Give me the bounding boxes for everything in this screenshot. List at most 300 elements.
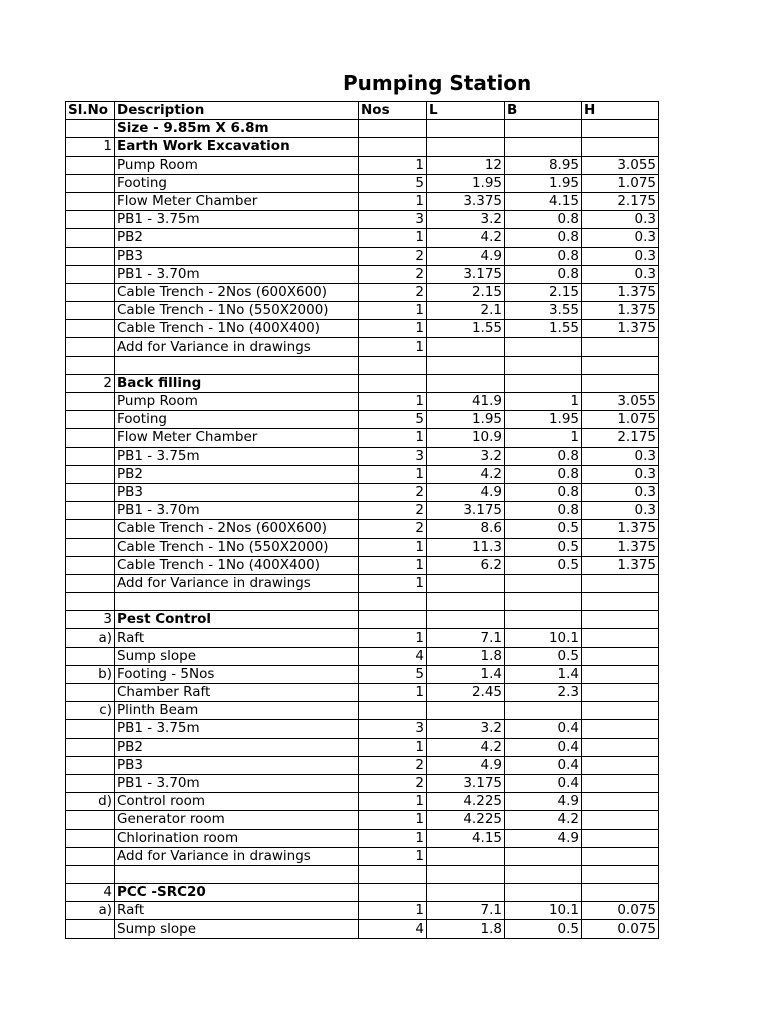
- h-cell[interactable]: [582, 684, 659, 702]
- description-cell[interactable]: [115, 865, 359, 883]
- b-cell[interactable]: 1.55: [505, 320, 582, 338]
- h-cell[interactable]: [582, 138, 659, 156]
- description-cell[interactable]: Footing: [115, 411, 359, 429]
- b-cell[interactable]: 8.95: [505, 156, 582, 174]
- b-cell[interactable]: 4.15: [505, 192, 582, 210]
- slno-cell[interactable]: [66, 211, 115, 229]
- b-cell[interactable]: 1: [505, 393, 582, 411]
- slno-cell[interactable]: [66, 320, 115, 338]
- quantity-table: [65, 101, 659, 939]
- header-cell-b[interactable]: B: [505, 102, 582, 120]
- slno-cell[interactable]: [66, 120, 115, 138]
- description-cell[interactable]: PB2: [115, 465, 359, 483]
- b-cell[interactable]: [505, 884, 582, 902]
- table-row: [66, 829, 659, 847]
- nos-cell[interactable]: [359, 884, 427, 902]
- l-cell[interactable]: [427, 611, 505, 629]
- slno-cell[interactable]: [66, 720, 115, 738]
- b-cell[interactable]: 0.8: [505, 483, 582, 501]
- b-cell[interactable]: 0.4: [505, 774, 582, 792]
- h-cell[interactable]: 1.375: [582, 556, 659, 574]
- h-cell[interactable]: [582, 593, 659, 611]
- h-cell[interactable]: [582, 774, 659, 792]
- nos-cell[interactable]: 1: [359, 338, 427, 356]
- description-cell[interactable]: PB1 - 3.75m: [115, 447, 359, 465]
- slno-cell[interactable]: [66, 847, 115, 865]
- l-cell[interactable]: [427, 865, 505, 883]
- b-cell[interactable]: 0.5: [505, 538, 582, 556]
- slno-cell[interactable]: [66, 756, 115, 774]
- l-cell[interactable]: 4.9: [427, 247, 505, 265]
- slno-cell[interactable]: b): [66, 665, 115, 683]
- l-cell[interactable]: 3.175: [427, 265, 505, 283]
- l-cell[interactable]: [427, 120, 505, 138]
- l-cell[interactable]: 1.8: [427, 647, 505, 665]
- description-cell[interactable]: Cable Trench - 2Nos (600X600): [115, 283, 359, 301]
- slno-cell[interactable]: [66, 738, 115, 756]
- table-row: [66, 356, 659, 374]
- h-cell[interactable]: [582, 738, 659, 756]
- slno-cell[interactable]: [66, 829, 115, 847]
- l-cell[interactable]: 7.1: [427, 902, 505, 920]
- table-row: [66, 593, 659, 611]
- nos-cell[interactable]: 2: [359, 774, 427, 792]
- nos-cell[interactable]: [359, 356, 427, 374]
- slno-cell[interactable]: d): [66, 793, 115, 811]
- h-cell[interactable]: [582, 629, 659, 647]
- nos-cell[interactable]: 4: [359, 647, 427, 665]
- nos-cell[interactable]: 5: [359, 411, 427, 429]
- b-cell[interactable]: 0.8: [505, 465, 582, 483]
- slno-cell[interactable]: a): [66, 629, 115, 647]
- nos-cell[interactable]: [359, 138, 427, 156]
- b-cell[interactable]: [505, 593, 582, 611]
- description-cell[interactable]: Control room: [115, 793, 359, 811]
- l-cell[interactable]: 4.9: [427, 483, 505, 501]
- b-cell[interactable]: 3.55: [505, 302, 582, 320]
- nos-cell[interactable]: 1: [359, 829, 427, 847]
- slno-cell[interactable]: 3: [66, 611, 115, 629]
- l-cell[interactable]: [427, 702, 505, 720]
- nos-cell[interactable]: 1: [359, 229, 427, 247]
- nos-cell[interactable]: [359, 374, 427, 392]
- nos-cell[interactable]: 1: [359, 793, 427, 811]
- slno-cell[interactable]: c): [66, 702, 115, 720]
- slno-cell[interactable]: [66, 411, 115, 429]
- h-cell[interactable]: 1.075: [582, 411, 659, 429]
- table-row: [66, 174, 659, 192]
- h-cell[interactable]: [582, 702, 659, 720]
- nos-cell[interactable]: [359, 611, 427, 629]
- b-cell[interactable]: [505, 865, 582, 883]
- l-cell[interactable]: 1.55: [427, 320, 505, 338]
- description-cell[interactable]: Add for Variance in drawings: [115, 338, 359, 356]
- description-cell[interactable]: Cable Trench - 1No (550X2000): [115, 302, 359, 320]
- h-cell[interactable]: 1.375: [582, 520, 659, 538]
- description-cell[interactable]: Raft: [115, 902, 359, 920]
- slno-cell[interactable]: [66, 574, 115, 592]
- nos-cell[interactable]: 1: [359, 320, 427, 338]
- h-cell[interactable]: [582, 665, 659, 683]
- description-cell[interactable]: Back filling: [115, 374, 359, 392]
- description-cell[interactable]: PB2: [115, 229, 359, 247]
- l-cell[interactable]: 1.95: [427, 411, 505, 429]
- b-cell[interactable]: 0.4: [505, 720, 582, 738]
- nos-cell[interactable]: 1: [359, 574, 427, 592]
- h-cell[interactable]: 0.3: [582, 502, 659, 520]
- description-cell[interactable]: Pump Room: [115, 393, 359, 411]
- b-cell[interactable]: [505, 120, 582, 138]
- slno-cell[interactable]: [66, 192, 115, 210]
- b-cell[interactable]: [505, 356, 582, 374]
- nos-cell[interactable]: 2: [359, 483, 427, 501]
- l-cell[interactable]: 3.2: [427, 211, 505, 229]
- b-cell[interactable]: 0.5: [505, 920, 582, 938]
- slno-cell[interactable]: [66, 593, 115, 611]
- nos-cell[interactable]: 1: [359, 629, 427, 647]
- table-row: [66, 865, 659, 883]
- description-cell[interactable]: PB1 - 3.75m: [115, 720, 359, 738]
- b-cell[interactable]: 0.8: [505, 211, 582, 229]
- h-cell[interactable]: [582, 865, 659, 883]
- l-cell[interactable]: [427, 593, 505, 611]
- h-cell[interactable]: [582, 574, 659, 592]
- slno-cell[interactable]: [66, 684, 115, 702]
- table-row: [66, 483, 659, 501]
- h-cell[interactable]: 0.3: [582, 229, 659, 247]
- description-cell[interactable]: PB1 - 3.75m: [115, 211, 359, 229]
- h-cell[interactable]: [582, 120, 659, 138]
- l-cell[interactable]: 3.175: [427, 774, 505, 792]
- slno-cell[interactable]: [66, 302, 115, 320]
- description-cell[interactable]: [115, 593, 359, 611]
- l-cell[interactable]: 2.15: [427, 283, 505, 301]
- table-row: [66, 156, 659, 174]
- slno-cell[interactable]: [66, 429, 115, 447]
- l-cell[interactable]: 1.95: [427, 174, 505, 192]
- h-cell[interactable]: 0.075: [582, 902, 659, 920]
- description-cell[interactable]: Generator room: [115, 811, 359, 829]
- h-cell[interactable]: [582, 847, 659, 865]
- h-cell[interactable]: [582, 756, 659, 774]
- nos-cell[interactable]: 1: [359, 465, 427, 483]
- h-cell[interactable]: [582, 720, 659, 738]
- slno-cell[interactable]: [66, 447, 115, 465]
- description-cell[interactable]: Chamber Raft: [115, 684, 359, 702]
- slno-cell[interactable]: 1: [66, 138, 115, 156]
- l-cell[interactable]: 11.3: [427, 538, 505, 556]
- h-cell[interactable]: 0.3: [582, 465, 659, 483]
- slno-cell[interactable]: [66, 356, 115, 374]
- h-cell[interactable]: 3.055: [582, 393, 659, 411]
- slno-cell[interactable]: [66, 483, 115, 501]
- l-cell[interactable]: 4.225: [427, 793, 505, 811]
- b-cell[interactable]: 1.95: [505, 411, 582, 429]
- table-row: [66, 411, 659, 429]
- l-cell[interactable]: [427, 374, 505, 392]
- l-cell[interactable]: 4.225: [427, 811, 505, 829]
- h-cell[interactable]: [582, 811, 659, 829]
- slno-cell[interactable]: [66, 229, 115, 247]
- l-cell[interactable]: 6.2: [427, 556, 505, 574]
- slno-cell[interactable]: [66, 156, 115, 174]
- description-cell[interactable]: Sump slope: [115, 647, 359, 665]
- nos-cell[interactable]: 3: [359, 447, 427, 465]
- nos-cell[interactable]: [359, 120, 427, 138]
- l-cell[interactable]: 3.2: [427, 447, 505, 465]
- description-cell[interactable]: Footing - 5Nos: [115, 665, 359, 683]
- l-cell[interactable]: 7.1: [427, 629, 505, 647]
- b-cell[interactable]: 0.5: [505, 647, 582, 665]
- b-cell[interactable]: [505, 574, 582, 592]
- l-cell[interactable]: [427, 847, 505, 865]
- nos-cell[interactable]: 1: [359, 156, 427, 174]
- nos-cell[interactable]: 1: [359, 302, 427, 320]
- b-cell[interactable]: 1.95: [505, 174, 582, 192]
- table-row: [66, 283, 659, 301]
- b-cell[interactable]: 1: [505, 429, 582, 447]
- slno-cell[interactable]: [66, 338, 115, 356]
- h-cell[interactable]: [582, 338, 659, 356]
- l-cell[interactable]: 4.2: [427, 465, 505, 483]
- b-cell[interactable]: 2.15: [505, 283, 582, 301]
- l-cell[interactable]: 4.9: [427, 756, 505, 774]
- description-cell[interactable]: PB3: [115, 756, 359, 774]
- l-cell[interactable]: 8.6: [427, 520, 505, 538]
- h-cell[interactable]: 1.075: [582, 174, 659, 192]
- l-cell[interactable]: 12: [427, 156, 505, 174]
- h-cell[interactable]: 1.375: [582, 538, 659, 556]
- description-cell[interactable]: Sump slope: [115, 920, 359, 938]
- nos-cell[interactable]: 1: [359, 684, 427, 702]
- b-cell[interactable]: 2.3: [505, 684, 582, 702]
- l-cell[interactable]: 4.2: [427, 229, 505, 247]
- l-cell[interactable]: 2.45: [427, 684, 505, 702]
- description-cell[interactable]: PB3: [115, 247, 359, 265]
- description-cell[interactable]: Add for Variance in drawings: [115, 847, 359, 865]
- slno-cell[interactable]: [66, 465, 115, 483]
- table-row: [66, 120, 659, 138]
- h-cell[interactable]: [582, 829, 659, 847]
- b-cell[interactable]: [505, 702, 582, 720]
- b-cell[interactable]: 4.2: [505, 811, 582, 829]
- description-cell[interactable]: Raft: [115, 629, 359, 647]
- nos-cell[interactable]: 5: [359, 665, 427, 683]
- h-cell[interactable]: [582, 793, 659, 811]
- l-cell[interactable]: 3.175: [427, 502, 505, 520]
- h-cell[interactable]: 1.375: [582, 283, 659, 301]
- table-row: [66, 665, 659, 683]
- h-cell[interactable]: [582, 374, 659, 392]
- table-row: [66, 793, 659, 811]
- header-cell-l[interactable]: L: [427, 102, 505, 120]
- table-row: [66, 447, 659, 465]
- h-cell[interactable]: 0.3: [582, 483, 659, 501]
- nos-cell[interactable]: 1: [359, 902, 427, 920]
- nos-cell[interactable]: 1: [359, 738, 427, 756]
- description-cell[interactable]: Chlorination room: [115, 829, 359, 847]
- h-cell[interactable]: 0.3: [582, 265, 659, 283]
- l-cell[interactable]: 4.15: [427, 829, 505, 847]
- b-cell[interactable]: [505, 138, 582, 156]
- nos-cell[interactable]: [359, 865, 427, 883]
- description-cell[interactable]: Plinth Beam: [115, 702, 359, 720]
- description-cell[interactable]: PB2: [115, 738, 359, 756]
- slno-cell[interactable]: [66, 265, 115, 283]
- b-cell[interactable]: 0.4: [505, 756, 582, 774]
- l-cell[interactable]: 41.9: [427, 393, 505, 411]
- slno-cell[interactable]: [66, 920, 115, 938]
- h-cell[interactable]: [582, 356, 659, 374]
- description-cell[interactable]: PB1 - 3.70m: [115, 502, 359, 520]
- b-cell[interactable]: 10.1: [505, 902, 582, 920]
- description-cell[interactable]: Footing: [115, 174, 359, 192]
- b-cell[interactable]: 0.8: [505, 502, 582, 520]
- h-cell[interactable]: [582, 884, 659, 902]
- description-cell[interactable]: Cable Trench - 2Nos (600X600): [115, 520, 359, 538]
- nos-cell[interactable]: 1: [359, 811, 427, 829]
- nos-cell[interactable]: [359, 702, 427, 720]
- l-cell[interactable]: 3.375: [427, 192, 505, 210]
- slno-cell[interactable]: [66, 811, 115, 829]
- l-cell[interactable]: [427, 338, 505, 356]
- table-row: [66, 647, 659, 665]
- slno-cell[interactable]: [66, 538, 115, 556]
- table-row: [66, 429, 659, 447]
- b-cell[interactable]: 0.4: [505, 738, 582, 756]
- b-cell[interactable]: 0.8: [505, 447, 582, 465]
- nos-cell[interactable]: 3: [359, 211, 427, 229]
- h-cell[interactable]: 0.3: [582, 447, 659, 465]
- h-cell[interactable]: 0.3: [582, 211, 659, 229]
- h-cell[interactable]: 2.175: [582, 192, 659, 210]
- h-cell[interactable]: 0.075: [582, 920, 659, 938]
- h-cell[interactable]: [582, 647, 659, 665]
- table-row: [66, 811, 659, 829]
- b-cell[interactable]: [505, 374, 582, 392]
- h-cell[interactable]: 1.375: [582, 320, 659, 338]
- nos-cell[interactable]: 1: [359, 847, 427, 865]
- l-cell[interactable]: 1.4: [427, 665, 505, 683]
- description-cell[interactable]: PB3: [115, 483, 359, 501]
- table-row: [66, 338, 659, 356]
- b-cell[interactable]: 0.8: [505, 265, 582, 283]
- header-cell-nos[interactable]: Nos: [359, 102, 427, 120]
- nos-cell[interactable]: 1: [359, 429, 427, 447]
- description-cell[interactable]: [115, 356, 359, 374]
- l-cell[interactable]: [427, 356, 505, 374]
- table-row: [66, 393, 659, 411]
- b-cell[interactable]: 4.9: [505, 829, 582, 847]
- h-cell[interactable]: 3.055: [582, 156, 659, 174]
- slno-cell[interactable]: [66, 174, 115, 192]
- l-cell[interactable]: [427, 884, 505, 902]
- slno-cell[interactable]: [66, 393, 115, 411]
- table-row: [66, 574, 659, 592]
- description-cell[interactable]: PB1 - 3.70m: [115, 774, 359, 792]
- l-cell[interactable]: 4.2: [427, 738, 505, 756]
- nos-cell[interactable]: 2: [359, 283, 427, 301]
- header-cell-h[interactable]: H: [582, 102, 659, 120]
- description-cell[interactable]: Cable Trench - 1No (400X400): [115, 556, 359, 574]
- b-cell[interactable]: 4.9: [505, 793, 582, 811]
- sheet-title: Pumping Station: [343, 71, 532, 95]
- description-cell[interactable]: Flow Meter Chamber: [115, 429, 359, 447]
- description-cell[interactable]: PB1 - 3.70m: [115, 265, 359, 283]
- nos-cell[interactable]: 2: [359, 756, 427, 774]
- slno-cell[interactable]: [66, 647, 115, 665]
- description-cell[interactable]: Flow Meter Chamber: [115, 192, 359, 210]
- slno-cell[interactable]: [66, 247, 115, 265]
- nos-cell[interactable]: 1: [359, 192, 427, 210]
- b-cell[interactable]: 0.8: [505, 247, 582, 265]
- l-cell[interactable]: 3.2: [427, 720, 505, 738]
- b-cell[interactable]: 0.5: [505, 556, 582, 574]
- nos-cell[interactable]: 2: [359, 265, 427, 283]
- description-cell[interactable]: Cable Trench - 1No (400X400): [115, 320, 359, 338]
- l-cell[interactable]: 10.9: [427, 429, 505, 447]
- slno-cell[interactable]: 2: [66, 374, 115, 392]
- nos-cell[interactable]: 2: [359, 520, 427, 538]
- b-cell[interactable]: 1.4: [505, 665, 582, 683]
- slno-cell[interactable]: [66, 520, 115, 538]
- description-cell[interactable]: Size - 9.85m X 6.8m: [115, 120, 359, 138]
- table-row: [66, 756, 659, 774]
- table-row: [66, 738, 659, 756]
- header-cell-slno[interactable]: Sl.No: [66, 102, 115, 120]
- description-cell[interactable]: PCC -SRC20: [115, 884, 359, 902]
- l-cell[interactable]: 2.1: [427, 302, 505, 320]
- h-cell[interactable]: [582, 611, 659, 629]
- b-cell[interactable]: [505, 338, 582, 356]
- slno-cell[interactable]: [66, 774, 115, 792]
- nos-cell[interactable]: 4: [359, 920, 427, 938]
- slno-cell[interactable]: [66, 556, 115, 574]
- slno-cell[interactable]: 4: [66, 884, 115, 902]
- l-cell[interactable]: 1.8: [427, 920, 505, 938]
- nos-cell[interactable]: 1: [359, 538, 427, 556]
- nos-cell[interactable]: 1: [359, 556, 427, 574]
- description-cell[interactable]: Earth Work Excavation: [115, 138, 359, 156]
- h-cell[interactable]: 1.375: [582, 302, 659, 320]
- nos-cell[interactable]: [359, 593, 427, 611]
- b-cell[interactable]: 0.5: [505, 520, 582, 538]
- b-cell[interactable]: 10.1: [505, 629, 582, 647]
- description-cell[interactable]: Pest Control: [115, 611, 359, 629]
- nos-cell[interactable]: 3: [359, 720, 427, 738]
- h-cell[interactable]: 2.175: [582, 429, 659, 447]
- slno-cell[interactable]: [66, 502, 115, 520]
- h-cell[interactable]: 0.3: [582, 247, 659, 265]
- slno-cell[interactable]: a): [66, 902, 115, 920]
- table-row: [66, 720, 659, 738]
- nos-cell[interactable]: 2: [359, 247, 427, 265]
- b-cell[interactable]: 0.8: [505, 229, 582, 247]
- description-cell[interactable]: Pump Room: [115, 156, 359, 174]
- slno-cell[interactable]: [66, 865, 115, 883]
- slno-cell[interactable]: [66, 283, 115, 301]
- b-cell[interactable]: [505, 611, 582, 629]
- description-cell[interactable]: Cable Trench - 1No (550X2000): [115, 538, 359, 556]
- nos-cell[interactable]: 1: [359, 393, 427, 411]
- nos-cell[interactable]: 5: [359, 174, 427, 192]
- description-cell[interactable]: Add for Variance in drawings: [115, 574, 359, 592]
- l-cell[interactable]: [427, 574, 505, 592]
- b-cell[interactable]: [505, 847, 582, 865]
- l-cell[interactable]: [427, 138, 505, 156]
- nos-cell[interactable]: 2: [359, 502, 427, 520]
- header-cell-description[interactable]: Description: [115, 102, 359, 120]
